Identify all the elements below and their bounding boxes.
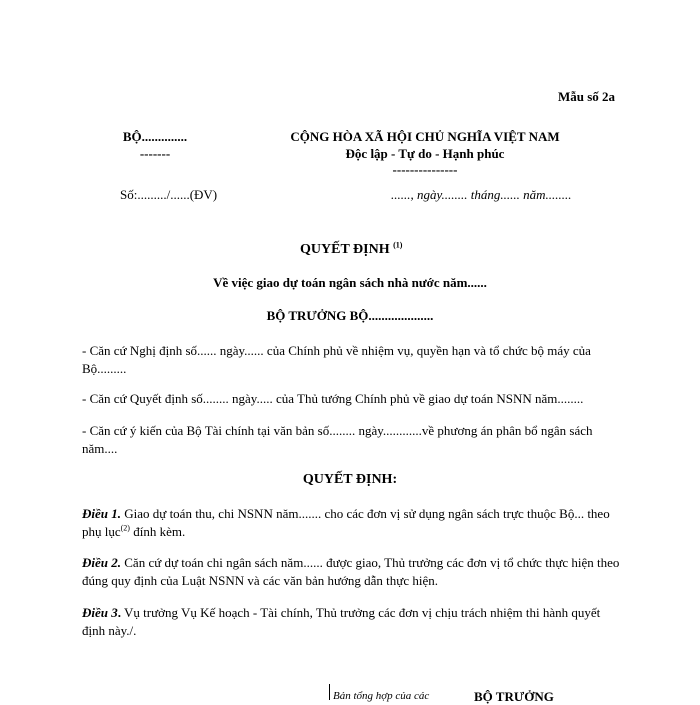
- document-number: Số:........./......(ĐV): [120, 187, 218, 202]
- article-3-label-dot: .: [117, 605, 121, 620]
- article-1-text-end: đính kèm.: [129, 524, 186, 539]
- legal-basis-3: - Căn cứ ý kiến của Bộ Tài chính tại văn bản số........ ngày............về phương án phân bổ ngân sách năm....: [82, 423, 593, 456]
- national-motto: Độc lập - Tự do - Hạnh phúc: [345, 146, 505, 161]
- motto-rule: ---------------: [392, 162, 458, 177]
- legal-basis-2: - Căn cứ Quyết định số........ ngày..... của Thủ tướng Chính phủ về giao dự toán NSNN năm........: [82, 391, 584, 406]
- issuing-authority: BỘ TRƯỞNG BỘ....................: [266, 308, 434, 323]
- republic-title: CỘNG HÒA XÃ HỘI CHỦ NGHĨA VIỆT NAM: [290, 129, 560, 144]
- article-1: [82, 505, 622, 541]
- legal-basis-1: - Căn cứ Nghị định số...... ngày...... của Chính phủ về nhiệm vụ, quyền hạn và tổ chức bộ máy của Bộ.........: [82, 343, 591, 376]
- decision-heading: QUYẾT ĐỊNH:: [302, 472, 398, 487]
- ministry-rule: -------: [139, 146, 171, 161]
- article-3-label: [82, 605, 121, 620]
- article-2-text: Căn cứ dự toán chi ngân sách năm...... được giao, Thủ trưởng các đơn vị tổ chức thực hiện theo đúng quy định của Luật NSNN và các văn bản hướng dẫn thực hiện.: [82, 555, 620, 588]
- recipients-prefix: Bản tổng hợp của các: [333, 690, 430, 702]
- article-2: [82, 554, 622, 590]
- decision-title: [300, 242, 402, 258]
- ministry-name: BỘ..............: [122, 129, 188, 144]
- footer-divider: [329, 684, 330, 700]
- date-line: ......, ngày........ tháng...... năm........: [391, 187, 572, 202]
- article-3-text: Vụ trưởng Vụ Kế hoạch - Tài chính, Thủ trưởng các đơn vị chịu trách nhiệm thi hành quyết định này./.: [82, 605, 601, 638]
- article-1-text: Giao dự toán thu, chi NSNN năm....... cho các đơn vị sử dụng ngân sách trực thuộc Bộ... theo phụ lục: [82, 506, 610, 539]
- decision-title-text: QUYẾT ĐỊNH: [300, 242, 390, 257]
- form-number: Mẫu số 2a: [558, 89, 616, 104]
- title-footnote-ref: (1): [393, 240, 403, 250]
- decision-subject: Về việc giao dự toán ngân sách nhà nước năm......: [213, 275, 487, 290]
- article-1-footnote-ref: (2): [120, 523, 130, 533]
- article-3: [82, 604, 622, 640]
- recipients-block: [333, 690, 429, 702]
- article-3-label-text: Điều 3: [82, 605, 118, 620]
- article-2-label: Điều 2.: [82, 555, 121, 570]
- article-1-label: Điều 1.: [82, 506, 121, 521]
- signer-title: BỘ TRƯỞNG: [474, 689, 554, 704]
